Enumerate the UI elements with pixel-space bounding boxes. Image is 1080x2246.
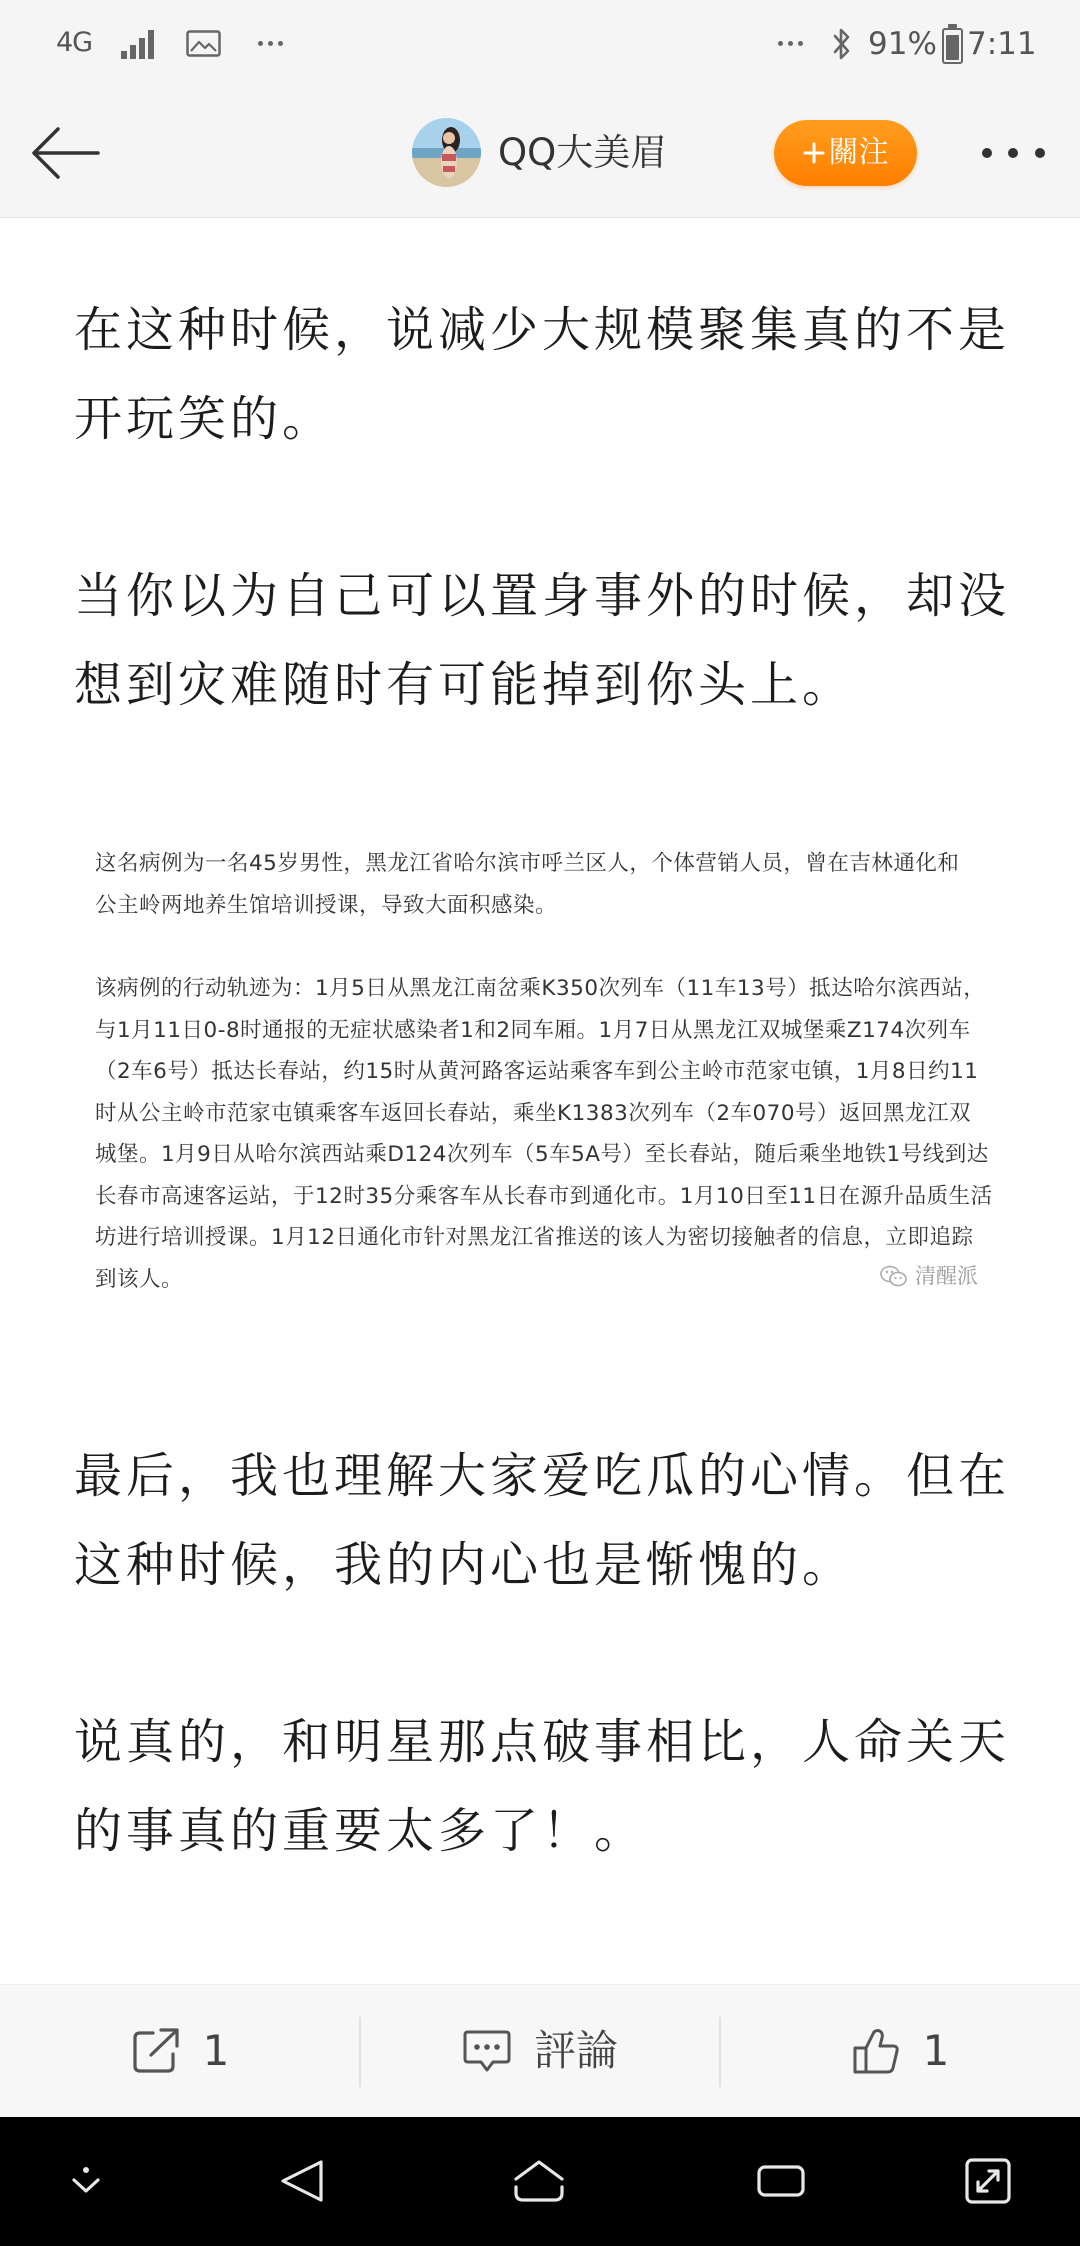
follow-label: 關注 (828, 135, 889, 170)
battery-icon (942, 28, 963, 64)
plus-icon (803, 142, 825, 164)
article-paragraph (74, 1432, 1010, 1610)
image-text-line: 坊进行培训授课。1月12日通化市针对黑龙江省推送的该人为密切接触者的信息，立即追踪 (95, 1225, 974, 1250)
paragraph-line: 开玩笑的。 (74, 391, 335, 447)
top-bar (0, 89, 1080, 218)
image-text-line: 该病例的行动轨迹为：1月5日从黑龙江南岔乘K350次列车（11车13号）抵达哈尔滨西站， (95, 976, 986, 1001)
action-bar (0, 1984, 1080, 2117)
paragraph-line: 最后，我也理解大家爱吃瓜的心情。但在 (74, 1448, 1011, 1504)
share-button[interactable] (0, 1985, 360, 2117)
network-type-label: 4G (56, 27, 93, 58)
pop-up-view-icon[interactable] (962, 2155, 1014, 2207)
image-text-line: 到该人。 (95, 1266, 184, 1292)
paragraph-line: 想到灾难随时有可能掉到你头上。 (74, 657, 855, 713)
like-count: 1 (922, 2026, 950, 2075)
recent-apps-icon[interactable] (754, 2159, 808, 2203)
signal-bars-icon (120, 29, 158, 59)
thumbs-up-icon (851, 2026, 901, 2076)
clock: 7:11 (967, 26, 1037, 62)
paragraph-line: 当你以为自己可以置身事外的时候，却没 (74, 568, 1011, 624)
battery-level (946, 35, 959, 60)
back-arrow-icon[interactable] (29, 123, 101, 183)
article-paragraph (74, 286, 1010, 464)
follow-button[interactable] (774, 120, 917, 186)
article-paragraph (74, 552, 1010, 730)
embedded-article-image[interactable] (70, 802, 1010, 1348)
system-nav-bar (0, 2117, 1080, 2246)
comment-label: 評論 (533, 2026, 618, 2075)
watermark (879, 1261, 978, 1291)
wechat-icon (879, 1264, 909, 1288)
image-text-line: （2车6号）抵达长春站，约15时从黄河路客运站乘客车到公主岭市范家屯镇，1月8日约11 (95, 1059, 979, 1084)
bluetooth-icon (831, 24, 853, 64)
image-text-paragraph (95, 843, 959, 926)
battery-percent: 91% (868, 26, 937, 62)
share-count: 1 (202, 2026, 230, 2075)
home-icon[interactable] (508, 2157, 570, 2205)
paragraph-line: 在这种时候，说减少大规模聚集真的不是 (74, 302, 1011, 358)
paragraph-line: 这种时候，我的内心也是惭愧的。 (74, 1537, 855, 1593)
more-dots-icon[interactable] (975, 141, 1053, 165)
image-text-line: 长春市高速客运站，于12时35分乘客车从长春市到通化市。1月10日至11日在源升品质生活 (95, 1183, 993, 1209)
back-icon[interactable] (277, 2157, 327, 2205)
image-text-line: 城堡。1月9日从哈尔滨西站乘D124次列车（5车5A号）至长春站，随后乘坐地铁1号线到达 (95, 1142, 989, 1167)
more-notifications-icon (258, 41, 283, 47)
paragraph-line: 的事真的重要太多了！。 (74, 1803, 647, 1859)
comment-button[interactable] (360, 1985, 720, 2117)
divider (719, 2017, 721, 2087)
image-text-line: 公主岭两地养生馆培训授课，导致大面积感染。 (95, 892, 558, 918)
watermark-label: 清醒派 (915, 1264, 978, 1288)
status-bar (0, 0, 1080, 89)
username[interactable]: QQ大美眉 (498, 131, 668, 174)
image-text-line: 时从公主岭市范家屯镇乘客车返回长春站，乘坐K1383次列车（2车070号）返回黑龙江双 (95, 1100, 972, 1126)
more-notifications-icon (778, 41, 803, 47)
comment-icon (462, 2026, 512, 2076)
image-text-line: 与1月11日0-8时通报的无症状感染者1和2同车厢。1月7日从黑龙江双城堡乘Z174次列车 (95, 1017, 971, 1043)
hide-nav-bar-icon[interactable] (67, 2163, 105, 2199)
image-text-paragraph (95, 968, 993, 1300)
article-paragraph (74, 1698, 1010, 1876)
like-button[interactable] (720, 1985, 1080, 2117)
image-text-line: 这名病例为一名45岁男性，黑龙江省哈尔滨市呼兰区人，个体营销人员，曾在吉林通化和 (95, 851, 960, 876)
image-icon (186, 30, 221, 57)
avatar[interactable] (412, 118, 481, 187)
paragraph-line: 说真的，和明星那点破事相比，人命关天 (74, 1714, 1011, 1770)
divider (359, 2017, 361, 2087)
share-icon (131, 2026, 181, 2076)
